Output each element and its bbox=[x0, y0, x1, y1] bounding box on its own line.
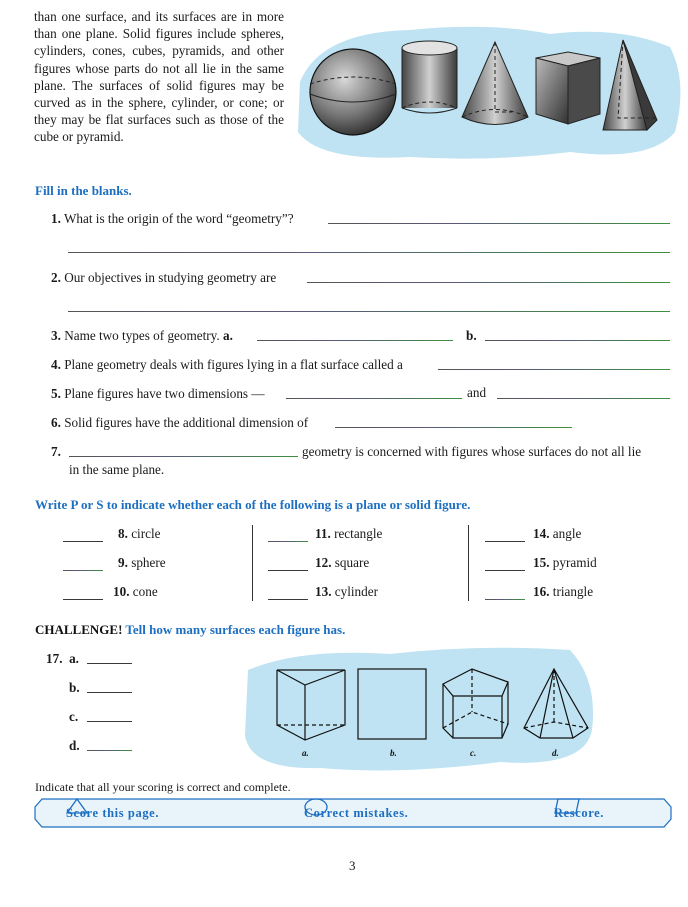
answer-blank-15[interactable] bbox=[485, 570, 525, 571]
question-7-text: geometry is concerned with figures whose surfaces do not all lie bbox=[302, 444, 642, 459]
rescore-button[interactable]: Rescore. bbox=[554, 798, 604, 828]
answer-blank-11[interactable] bbox=[268, 541, 308, 542]
answer-blank-2[interactable] bbox=[307, 282, 670, 283]
item-9: 9. sphere bbox=[118, 555, 166, 570]
answer-blank-17b[interactable] bbox=[87, 692, 132, 693]
item-14: 14. angle bbox=[533, 526, 582, 541]
answer-blank-3a[interactable] bbox=[257, 340, 453, 341]
figure-label-b: b. bbox=[390, 748, 397, 758]
answer-blank-14[interactable] bbox=[485, 541, 525, 542]
figure-label-d: d. bbox=[552, 748, 559, 758]
item-11: 11. rectangle bbox=[315, 526, 383, 541]
challenge-17a-label: 17. a. bbox=[46, 651, 79, 666]
challenge-figures-illustration bbox=[240, 640, 600, 775]
answer-blank-2-line-2[interactable] bbox=[68, 311, 670, 312]
answer-blank-17d[interactable] bbox=[87, 750, 132, 751]
figure-label-a: a. bbox=[302, 748, 309, 758]
answer-blank-3b[interactable] bbox=[485, 340, 670, 341]
question-2: 2. Our objectives in studying geometry are bbox=[51, 270, 277, 285]
question-6: 6. Solid figures have the additional dimension of bbox=[51, 415, 309, 430]
question-5: 5. Plane figures have two dimensions — bbox=[51, 386, 265, 401]
question-1: 1. What is the origin of the word “geometry”? bbox=[51, 211, 294, 226]
cylinder-icon bbox=[402, 41, 457, 113]
column-divider-2 bbox=[468, 525, 469, 601]
answer-blank-6[interactable] bbox=[335, 427, 572, 428]
answer-blank-8[interactable] bbox=[63, 541, 103, 542]
item-12: 12. square bbox=[315, 555, 370, 570]
challenge-17c-label: c. bbox=[69, 709, 79, 724]
item-13: 13. cylinder bbox=[315, 584, 378, 599]
score-page-button[interactable]: Score this page. bbox=[66, 798, 159, 828]
answer-blank-16[interactable] bbox=[485, 599, 525, 600]
scoring-bar bbox=[34, 798, 672, 828]
question-7-continuation: in the same plane. bbox=[69, 462, 165, 477]
answer-blank-1[interactable] bbox=[328, 223, 670, 224]
cube-icon bbox=[536, 52, 600, 124]
answer-blank-5a[interactable] bbox=[286, 398, 462, 399]
answer-blank-17c[interactable] bbox=[87, 721, 132, 722]
question-3: 3. Name two types of geometry. a. bbox=[51, 328, 233, 343]
plane-or-solid-heading: Write P or S to indicate whether each of the following is a plane or solid figure. bbox=[35, 497, 471, 512]
challenge-17b-label: b. bbox=[69, 680, 80, 695]
question-3b-label: b. bbox=[466, 328, 477, 343]
sphere-icon bbox=[310, 49, 396, 135]
answer-blank-4[interactable] bbox=[438, 369, 670, 370]
question-5-connector: and bbox=[467, 385, 487, 400]
item-8: 8. circle bbox=[118, 526, 161, 541]
answer-blank-10[interactable] bbox=[63, 599, 103, 600]
intro-paragraph: than one surface, and its surfaces are in more than one plane. Solid figures include spheres, cylinders, cones, cubes, pyramids, and other figures whose parts do not all lie in the same plane. The surfaces of solid figures may be curved as in the sphere, cylinder, or cone; or they may be flat surfaces such as those of the cube or pyramid. bbox=[34, 9, 284, 145]
fill-blanks-heading: Fill in the blanks. bbox=[35, 183, 132, 198]
figure-label-c: c. bbox=[470, 748, 477, 758]
answer-blank-12[interactable] bbox=[268, 570, 308, 571]
parallelogram-icon bbox=[554, 798, 580, 814]
circle-icon bbox=[304, 798, 328, 816]
challenge-heading: CHALLENGE! Tell how many surfaces each figure has. bbox=[35, 622, 346, 637]
scoring-note: Indicate that all your scoring is correct and complete. bbox=[35, 780, 291, 794]
answer-blank-17a[interactable] bbox=[87, 663, 132, 664]
answer-blank-5b[interactable] bbox=[497, 398, 670, 399]
triangle-icon bbox=[66, 798, 88, 814]
question-4: 4. Plane geometry deals with figures lying in a flat surface called a bbox=[51, 357, 403, 372]
answer-blank-7[interactable] bbox=[69, 456, 298, 457]
question-7-num: 7. bbox=[51, 444, 61, 459]
challenge-17d-label: d. bbox=[69, 738, 80, 753]
answer-blank-13[interactable] bbox=[268, 599, 308, 600]
solid-figures-illustration bbox=[290, 22, 688, 172]
answer-blank-1-line-2[interactable] bbox=[68, 252, 670, 253]
item-10: 10. cone bbox=[113, 584, 158, 599]
page-number: 3 bbox=[349, 858, 356, 873]
item-15: 15. pyramid bbox=[533, 555, 597, 570]
column-divider-1 bbox=[252, 525, 253, 601]
correct-mistakes-button[interactable]: Correct mistakes. bbox=[304, 798, 408, 828]
item-16: 16. triangle bbox=[533, 584, 594, 599]
answer-blank-9[interactable] bbox=[63, 570, 103, 571]
